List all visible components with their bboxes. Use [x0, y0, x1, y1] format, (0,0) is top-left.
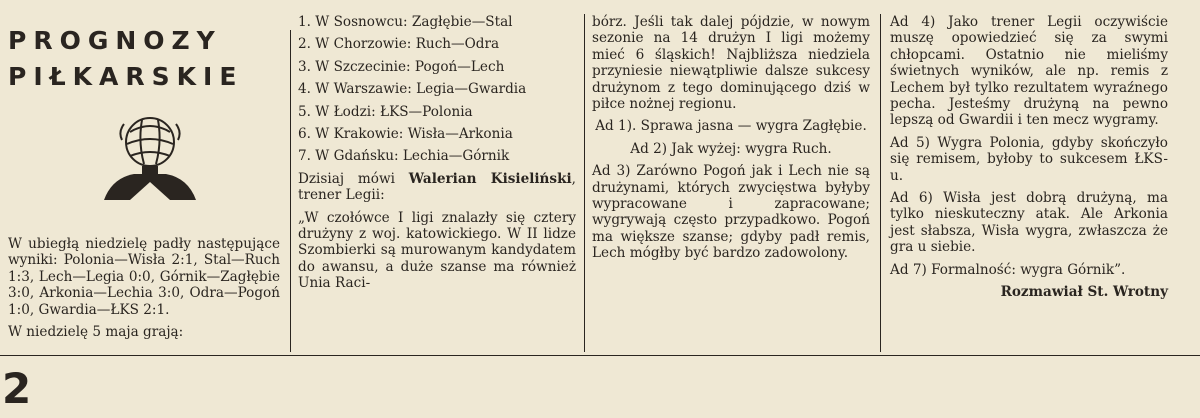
column-3-text [592, 14, 870, 268]
byline [890, 284, 1168, 300]
column-1-text [8, 236, 280, 346]
fixture-4: 4. W Warszawie: Legia—Gwardia [298, 81, 527, 98]
football-head-illustration [100, 112, 200, 212]
fixture-5: 5. W Łodzi: ŁKS—Polonia [298, 103, 473, 120]
fixture-6: 6. W Krakowie: Wisła—Arkonia [298, 126, 513, 143]
coach-name: Walerian Kisieliński [408, 170, 572, 187]
fixture-2: 2. W Chorzowie: Ruch—Odra [298, 36, 500, 53]
bottom-rule [0, 355, 1200, 356]
column-2-text [298, 14, 576, 298]
ad-4: Ad 4) Jako trener Legii oczywiście muszę opowiedzieć się za swymi chłopcami. Ostatnio nie mieliśmy świetnych wyników, ale np. remis z Lechem był tylko rezultatem wyraźnego pecha. Jesteśmy drużyną na pewno lepszą od Gwardii i ten mecz wygramy. [890, 14, 1168, 129]
quote-continuation: bórz. Jeśli tak dalej pójdzie, w nowym sezonie na 14 drużyn I ligi możemy mieć 6 śląskich! Najbliższa niedziela przyniesie niewątpliwie dalsze sukcesy drużynom z tego dominującego dziś w piłce nożnej regionu. [592, 14, 870, 113]
ad-7: Ad 7) Formalność: wygra Górnik”. [890, 261, 1126, 278]
fixture-3: 3. W Szczecinie: Pogoń—Lech [298, 58, 505, 75]
page-number: 2 [2, 364, 32, 413]
column-divider-3 [880, 14, 881, 352]
intro-text: Dzisiaj mówi [298, 170, 409, 187]
ad-3: Ad 3) Zarówno Pogoń jak i Lech nie są drużynami, których zwycięstwa byłyby wypracowane i zapracowane; wygrywają często przypadkowo. Pogoń ma większe szanse; gdyby padł remis, Lech mógłby być bardzo zadowolony. [592, 163, 870, 262]
article-title [8, 24, 280, 93]
title-line-2: PIŁKARSKIE [8, 62, 244, 91]
fixture-1: 1. W Sosnowcu: Zagłębie—Stal [298, 14, 513, 30]
column-divider-1 [290, 30, 291, 352]
fixture-7: 7. W Gdańsku: Lechia—Górnik [298, 148, 510, 165]
ad-1: Ad 1). Sprawa jasna — wygra Zagłębie. [595, 118, 867, 135]
fixtures-intro: W niedzielę 5 maja grają: [8, 324, 184, 341]
ad-2: Ad 2) Jak wyżej: wygra Ruch. [630, 140, 832, 157]
quote-start: „W czołówce I ligi znalazły się cztery drużyny z woj. katowickiego. W II lidze Szombierki są murowanym kandydatem do awansu, a duże szanse ma również Unia Raci- [298, 209, 576, 292]
ad-6: Ad 6) Wisła jest dobrą drużyną, ma tylko nieskuteczny atak. Ale Arkonia jest słabsza, Wisła wygra, zwłaszcza że gra u siebie. [890, 190, 1168, 256]
results-paragraph: W ubiegłą niedzielę padły następujące wyniki: Polonia—Wisła 2:1, Stal—Ruch 1:3, Lech—Legia 0:0, Górnik—Zagłębie 3:0, Arkonia—Lechia 3:0, Odra—Pogoń 1:0, Gwardia—ŁKS 2:1. [8, 236, 280, 318]
title-line-1: PROGNOZY [8, 26, 222, 55]
ad-5: Ad 5) Wygra Polonia, gdyby skończyło się remisem, byłoby to sukcesem ŁKS-u. [890, 134, 1168, 184]
intro-role: , trener Legii: [298, 170, 576, 204]
interview-intro [298, 171, 576, 204]
column-divider-2 [584, 14, 585, 352]
byline-name: St. Wrotny [1087, 284, 1168, 301]
byline-label: Rozmawiał [1000, 284, 1088, 301]
column-4-text [890, 14, 1168, 307]
